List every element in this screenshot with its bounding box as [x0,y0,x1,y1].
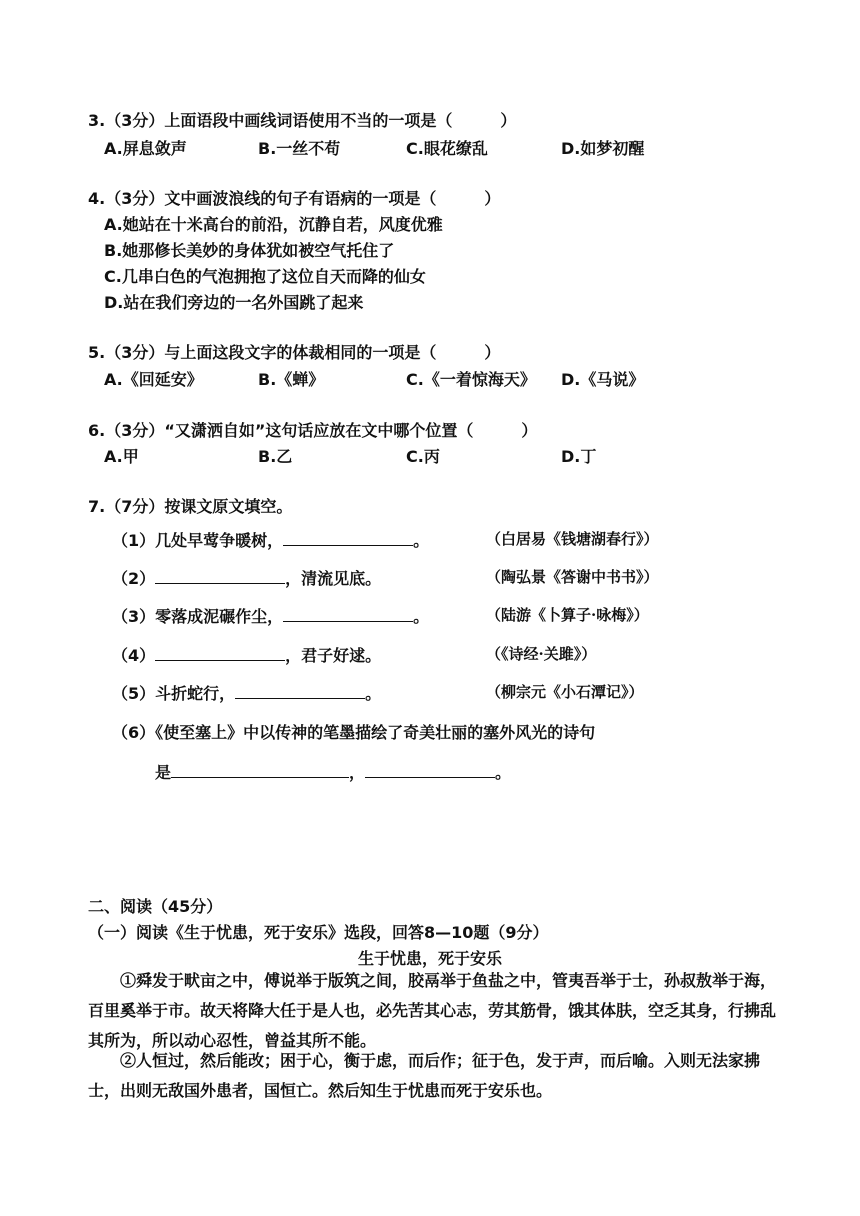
q5-option-a: A.《回延安》 [104,370,203,389]
q5-stem: 5.（3分）与上面这段文字的体裁相同的一项是（ ） [88,343,501,362]
q5-option-c: C.《一着惊海天》 [406,370,536,389]
q7-item-6-start: 是 [155,763,172,782]
q4-option-a: A.她站在十米高台的前沿，沉静自若，风度优雅 [104,215,443,234]
q7-item-6-blank-1[interactable] [171,763,349,778]
q7-item-5-num: （5） [112,684,156,703]
q7-item-5-blank[interactable] [235,684,365,699]
q7-item-4 [112,643,381,666]
q7-item-6-answer [155,760,511,783]
q7-item-2-source: （陶弘景《答谢中书书》） [486,568,659,586]
section2-sub: （一）阅读《生于忧患，死于安乐》选段，回答8—10题（9分） [88,923,549,942]
q7-item-2-after: ，清流见底。 [285,569,382,588]
q6-option-b: B.乙 [258,447,293,466]
q7-item-6: （6）《使至塞上》中以传神的笔墨描绘了奇美壮丽的塞外风光的诗句 [112,723,596,742]
q7-item-4-source: （《诗经·关雎》） [486,645,597,663]
q7-stem: 7.（7分）按课文原文填空。 [88,497,293,516]
q7-item-3-source: （陆游《卜算子·咏梅》） [486,606,649,624]
q7-item-2-blank[interactable] [155,569,285,584]
q7-item-6-blank-2[interactable] [365,763,495,778]
q6-option-d: D.丁 [561,447,597,466]
passage-paragraph-2: ②人恒过，然后能改；困于心，衡于虑，而后作；征于色，发于声，而后喻。入则无法家拂士，出则无敌国外患者，国恒亡。然后知生于忧患而死于安乐也。 [88,1051,761,1100]
q7-item-4-num: （4） [112,646,156,665]
q7-item-3-num: （3） [112,607,156,626]
q7-item-4-after: ，君子好逑。 [285,646,382,665]
q7-item-5-source: （柳宗元《小石潭记》） [486,683,644,701]
q6-stem: 6.（3分）“又潇洒自如”这句话应放在文中哪个位置（ ） [88,421,538,440]
q4-option-c: C.几串白色的气泡拥抱了这位自天而降的仙女 [104,267,426,286]
q5-option-d: D.《马说》 [561,370,645,389]
q7-item-3 [112,604,429,627]
q7-item-5-after: 。 [365,684,382,703]
q7-item-2-num: （2） [112,569,156,588]
q6-option-a: A.甲 [104,447,139,466]
q7-item-1-before: 几处早莺争暖树， [155,531,284,550]
q3-stem: 3.（3分）上面语段中画线词语使用不当的一项是（ ） [88,111,517,130]
q4-option-b: B.她那修长美妙的身体犹如被空气托住了 [104,241,395,260]
q7-item-3-before: 零落成泥碾作尘， [155,607,284,626]
q7-item-1-after: 。 [413,531,430,550]
q7-item-1-source: （白居易《钱塘湖春行》） [486,530,659,548]
q7-item-6-end: 。 [495,763,512,782]
q7-item-6-comma: ， [349,763,366,782]
q4-stem: 4.（3分）文中画波浪线的句子有语病的一项是（ ） [88,189,501,208]
q7-item-3-after: 。 [413,607,430,626]
q3-option-b: B.一丝不苟 [258,139,341,158]
q7-item-5 [112,681,381,704]
q3-option-c: C.眼花缭乱 [406,139,488,158]
section2-title: 二、阅读（45分） [88,897,223,916]
q6-option-c: C.丙 [406,447,440,466]
q7-item-1 [112,528,429,551]
q3-option-a: A.屏息敛声 [104,139,187,158]
q7-item-5-before: 斗折蛇行， [155,684,236,703]
passage-title: 生于忧患，死于安乐 [357,949,502,968]
q7-item-3-blank[interactable] [283,607,413,622]
passage-paragraph-1: ①舜发于畎亩之中，傅说举于版筑之间，胶鬲举于鱼盐之中，管夷吾举于士，孙叔敖举于海，百里奚举于市。故天将降大任于是人也，必先苦其心志，劳其筋骨，饿其体肤，空乏其身，行拂乱其所为，所以动心忍性，曾益其所不能。 [88,971,777,1050]
q7-item-4-blank[interactable] [155,646,285,661]
q4-option-d: D.站在我们旁边的一名外国跳了起来 [104,293,364,312]
q5-option-b: B.《蝉》 [258,370,325,389]
q7-item-1-blank[interactable] [283,531,413,546]
q7-item-1-num: （1） [112,531,156,550]
q7-item-2 [112,566,381,589]
q3-option-d: D.如梦初醒 [561,139,645,158]
